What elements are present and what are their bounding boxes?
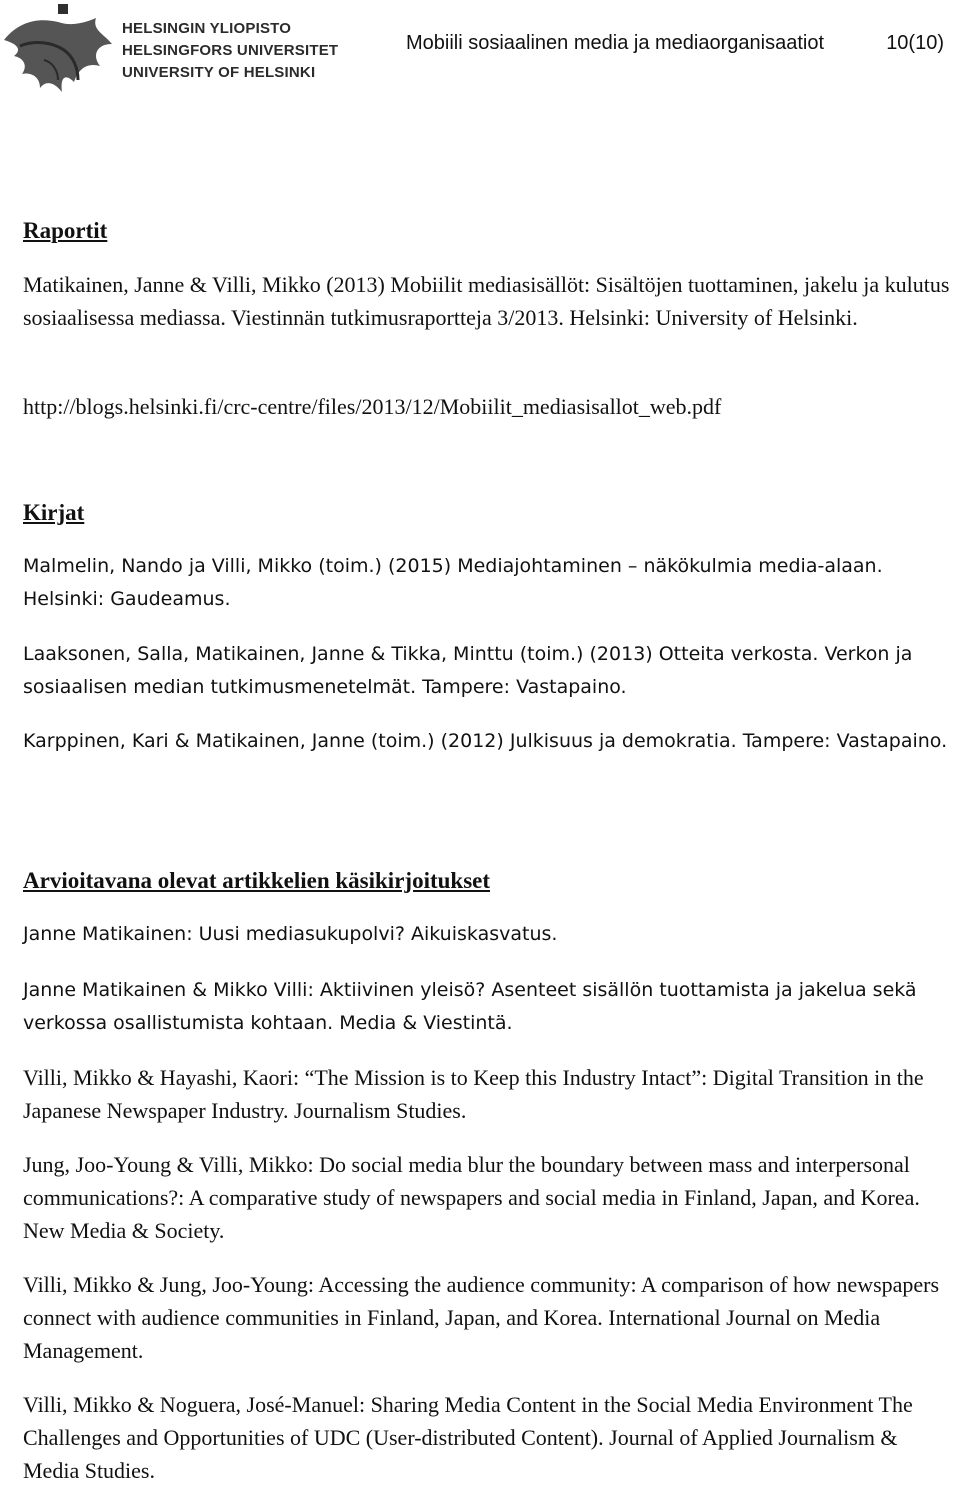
university-name-line: HELSINGFORS UNIVERSITET (122, 42, 339, 59)
section-heading-manuscripts: Arvioitavana olevat artikkelien käsikirjoitukset (23, 868, 491, 893)
reference-entry: Malmelin, Nando ja Villi, Mikko (toim.) (2015) Mediajohtaminen – näkökulmia media-alaan. Helsinki: Gaudeamus. (23, 555, 883, 610)
university-name (122, 18, 338, 84)
manuscript-entry: Villi, Mikko & Hayashi, Kaori: “The Mission is to Keep this Industry Intact”: Digital Transition in the Japanese Newspaper Industry. Journalism Studies. (23, 1065, 924, 1123)
section-heading-books: Kirjat (23, 500, 85, 525)
page-header (0, 0, 960, 120)
reference-entry: Laaksonen, Salla, Matikainen, Janne & Tikka, Minttu (toim.) (2013) Otteita verkosta. Verkon ja sosiaalisen median tutkimusmenetelmät. Tampere: Vastapaino. (23, 643, 913, 698)
page-number: 10(10) (886, 32, 944, 54)
manuscript-entry: Janne Matikainen & Mikko Villi: Aktiivinen yleisö? Asenteet sisällön tuottamista ja jakelua sekä verkossa osallistumista kohtaan. Media & Viestintä. (23, 979, 917, 1034)
reference-url[interactable]: http://blogs.helsinki.fi/crc-centre/files/2013/12/Mobiilit_mediasisallot_web.pdf (23, 394, 722, 419)
reference-entry: Matikainen, Janne & Villi, Mikko (2013) Mobiilit mediasisällöt: Sisältöjen tuottaminen, jakelu ja kulutus sosiaalisessa mediassa. Viestinnän tutkimusraportteja 3/2013. Helsinki: University of Helsinki. (23, 272, 950, 330)
reference-entry: Karppinen, Kari & Matikainen, Janne (toim.) (2012) Julkisuus ja demokratia. Tampere: Vastapaino. (23, 730, 948, 752)
manuscript-entry: Jung, Joo-Young & Villi, Mikko: Do social media blur the boundary between mass and interpersonal communications?: A comparative study of newspapers and social media in Finland, Japan, and Korea. New Media & Society. (23, 1152, 920, 1243)
section-heading-reports: Raportit (23, 218, 108, 243)
university-name-line: HELSINGIN YLIOPISTO (122, 20, 292, 37)
reference-url-link[interactable] (23, 390, 953, 423)
document-title: Mobiili sosiaalinen media ja mediaorganisaatiot (406, 32, 825, 54)
manuscript-entry: Villi, Mikko & Jung, Joo-Young: Accessing the audience community: A comparison of how newspapers connect with audience communities in Finland, Japan, and Korea. International Journal on Media Management. (23, 1272, 940, 1363)
manuscript-entry: Villi, Mikko & Noguera, José-Manuel: Sharing Media Content in the Social Media Environment The Challenges and Opportunities of UDC (User-distributed Content). Journal of Applied Journalism & Media Studies. (23, 1392, 913, 1483)
university-name-line: UNIVERSITY OF HELSINKI (122, 64, 316, 81)
manuscript-entry: Janne Matikainen: Uusi mediasukupolvi? Aikuiskasvatus. (23, 923, 558, 945)
university-logo (0, 0, 118, 108)
